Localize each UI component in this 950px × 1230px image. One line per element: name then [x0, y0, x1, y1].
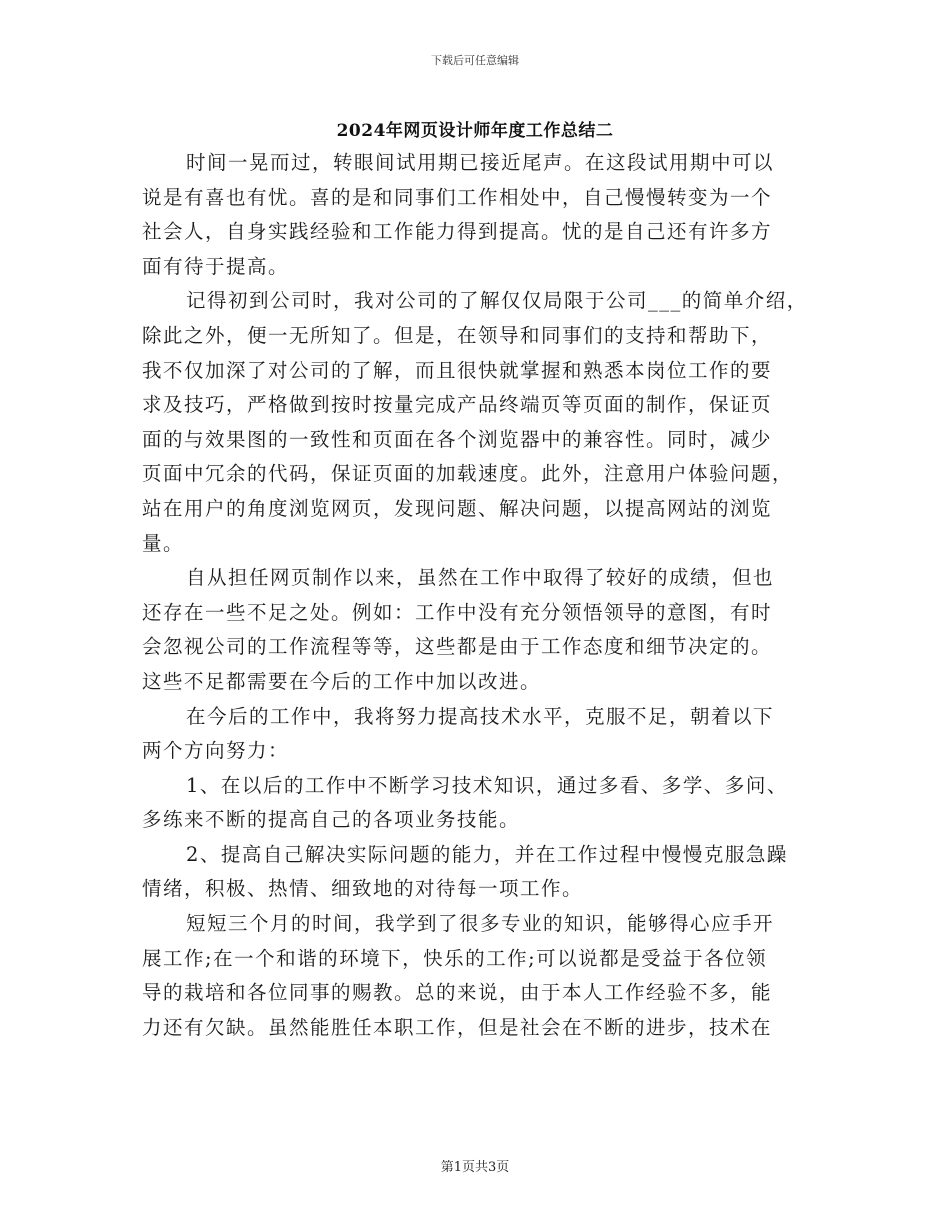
text-line: 记得初到公司时，我对公司的了解仅仅局限于公司___的简单介绍，: [186, 289, 808, 313]
text-line: 自从担任网页制作以来，虽然在工作中取得了较好的成绩，但也: [186, 566, 775, 590]
text-line: 站在用户的角度浏览网页，发现问题、解决问题，以提高网站的浏览: [142, 496, 773, 520]
list-item: [142, 769, 822, 838]
text-line: 展工作;在一个和谐的环境下，快乐的工作;可以说都是受益于各位领: [142, 946, 768, 970]
text-line: 在今后的工作中，我将努力提高技术水平，克服不足，朝着以下: [186, 704, 775, 728]
text-line: 多练来不断的提高自己的各项业务技能。: [142, 808, 521, 832]
text-line: 除此之外，便一无所知了。但是，在领导和同事们的支持和帮助下，: [142, 323, 773, 347]
paragraph: [142, 907, 822, 1045]
list-item: [142, 838, 822, 907]
text-line: 导的栽培和各位同事的赐教。总的来说，由于本人工作经验不多，能: [142, 981, 773, 1005]
text-line: 社会人，自身实践经验和工作能力得到提高。忧的是自己还有许多方: [142, 220, 773, 244]
text-line: 1、在以后的工作中不断学习技术知识，通过多看、多学、多问、: [186, 773, 788, 797]
page-number: 第1页共3页: [440, 1160, 510, 1175]
text-line: 这些不足都需要在今后的工作中加以改进。: [142, 669, 542, 693]
text-line: 力还有欠缺。虽然能胜任本职工作，但是社会在不断的进步，技术在: [142, 1015, 773, 1039]
text-line: 会忽视公司的工作流程等等，这些都是由于工作态度和细节决定的。: [142, 635, 773, 659]
text-line: 还存在一些不足之处。例如：工作中没有充分领悟领导的意图，有时: [142, 600, 773, 624]
paragraph: [142, 146, 822, 284]
text-line: 面的与效果图的一致性和页面在各个浏览器中的兼容性。同时，减少: [142, 427, 773, 451]
text-line: 我不仅加深了对公司的了解，而且很快就掌握和熟悉本岗位工作的要: [142, 358, 773, 382]
paragraph: [142, 284, 822, 561]
text-line: 页面中冗余的代码，保证页面的加载速度。此外，注意用户体验问题，: [142, 462, 794, 486]
text-line: 说是有喜也有忧。喜的是和同事们工作相处中，自己慢慢转变为一个: [142, 185, 773, 209]
document-title: 2024年网页设计师年度工作总结二: [336, 121, 614, 141]
text-line: 量。: [142, 531, 185, 555]
page-header-note: 下载后可任意编辑: [431, 54, 519, 67]
text-line: 短短三个月的时间，我学到了很多专业的知识，能够得心应手开: [186, 912, 775, 936]
text-line: 求及技巧，严格做到按时按量完成产品终端页等页面的制作，保证页: [142, 393, 773, 417]
paragraph: [142, 561, 822, 699]
text-line: 2、提高自己解决实际问题的能力，并在工作过程中慢慢克服急躁: [186, 842, 788, 866]
text-line: 面有待于提高。: [142, 254, 290, 278]
text-line: 两个方向努力：: [142, 739, 290, 763]
text-line: 情绪，积极、热情、细致地的对待每一项工作。: [142, 877, 584, 901]
paragraph: [142, 700, 822, 769]
text-line: 时间一晃而过，转眼间试用期已接近尾声。在这段试用期中可以: [186, 151, 775, 174]
document-body: [142, 146, 822, 1045]
